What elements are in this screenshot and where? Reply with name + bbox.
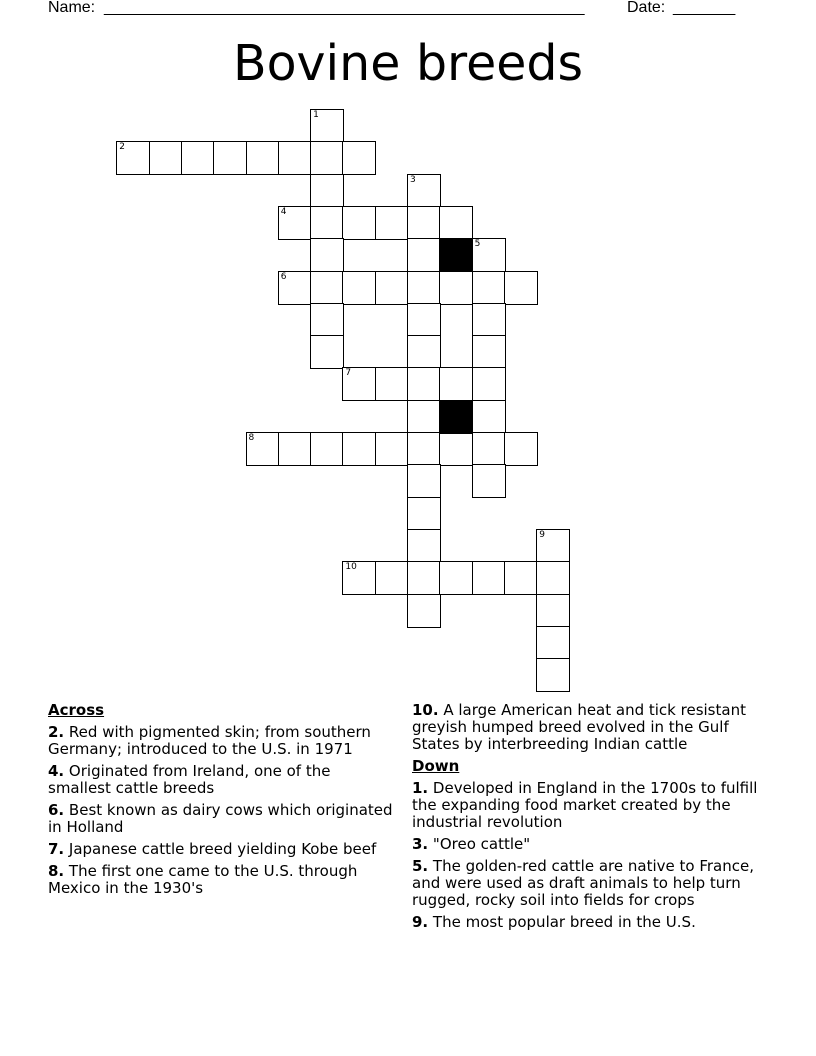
- crossword-cell[interactable]: [536, 561, 570, 595]
- crossword-black-cell: [439, 400, 473, 434]
- crossword-cell[interactable]: [407, 432, 441, 466]
- crossword-cell[interactable]: [310, 141, 344, 175]
- name-label: Name:: [48, 0, 96, 16]
- clue-text: The first one came to the U.S. through Mexico in the 1930's: [48, 862, 358, 897]
- across-clue-6: [48, 802, 398, 836]
- crossword-cell[interactable]: [439, 561, 473, 595]
- page-title: Bovine breeds: [232, 35, 584, 92]
- down-clue-1: [412, 780, 772, 831]
- crossword-cell[interactable]: [439, 271, 473, 305]
- crossword-cell[interactable]: [472, 367, 506, 401]
- clue-text: Red with pigmented skin; from southern Germany; introduced to the U.S. in 1971: [48, 723, 371, 758]
- crossword-cell[interactable]: [310, 174, 344, 208]
- clue-number-label: 7: [345, 368, 352, 379]
- clue-text: Best known as dairy cows which originated in Holland: [48, 801, 393, 836]
- crossword-cell[interactable]: [246, 432, 280, 466]
- crossword-cell[interactable]: [504, 432, 538, 466]
- across-clue-8: [48, 863, 398, 897]
- clues-left-column: [48, 702, 398, 902]
- crossword-cell[interactable]: [407, 367, 441, 401]
- crossword-cell[interactable]: [439, 432, 473, 466]
- crossword-cell[interactable]: [342, 206, 376, 240]
- crossword-cell[interactable]: [472, 238, 506, 272]
- clue-number: 4.: [48, 762, 65, 780]
- crossword-cell[interactable]: [375, 432, 409, 466]
- clue-number-label: 2: [119, 142, 126, 153]
- clue-number: 9.: [412, 913, 429, 931]
- down-clue-5: [412, 858, 772, 909]
- crossword-cell[interactable]: [278, 141, 312, 175]
- crossword-cell[interactable]: [407, 594, 441, 628]
- crossword-cell[interactable]: [407, 400, 441, 434]
- crossword-cell[interactable]: [116, 141, 150, 175]
- crossword-cell[interactable]: [213, 141, 247, 175]
- clue-text: "Oreo cattle": [432, 835, 531, 853]
- crossword-cell[interactable]: [375, 367, 409, 401]
- down-clue-9: [412, 914, 772, 931]
- clues-right-column: [412, 702, 772, 936]
- crossword-cell[interactable]: [472, 303, 506, 337]
- clue-number-label: 5: [474, 239, 481, 250]
- crossword-cell[interactable]: [375, 271, 409, 305]
- crossword-cell[interactable]: [342, 271, 376, 305]
- clue-number: 6.: [48, 801, 65, 819]
- date-blank-line[interactable]: _______: [673, 0, 736, 16]
- across-clue-2: [48, 724, 398, 758]
- crossword-cell[interactable]: [310, 335, 344, 369]
- crossword-cell[interactable]: [310, 303, 344, 337]
- clue-number: 7.: [48, 840, 65, 858]
- clue-text: The golden-red cattle are native to France, and were used as draft animals to help turn rugged, rocky soil into fields for crops: [412, 857, 754, 909]
- crossword-cell[interactable]: [407, 238, 441, 272]
- crossword-cell[interactable]: [472, 400, 506, 434]
- across-heading: Across: [48, 701, 105, 719]
- clue-number: 10.: [412, 701, 439, 719]
- clue-number-label: 8: [248, 433, 255, 443]
- clue-number: 5.: [412, 857, 429, 875]
- crossword-cell[interactable]: [375, 561, 409, 595]
- clue-text: A large American heat and tick resistant greyish humped breed evolved in the Gulf States by interbreeding Indian cattle: [412, 701, 746, 753]
- clue-text: The most popular breed in the U.S.: [432, 913, 696, 931]
- crossword-cell[interactable]: [310, 271, 344, 305]
- clue-number-label: 10: [345, 562, 357, 573]
- down-heading: Down: [412, 757, 460, 775]
- crossword-cell[interactable]: [536, 626, 570, 660]
- down-clue-3: [412, 836, 772, 853]
- crossword-cell[interactable]: [407, 303, 441, 337]
- crossword-cell[interactable]: [536, 529, 570, 563]
- crossword-cell[interactable]: [310, 432, 344, 466]
- clue-text: Originated from Ireland, one of the smallest cattle breeds: [48, 762, 331, 797]
- crossword-cell[interactable]: [472, 335, 506, 369]
- crossword-cell[interactable]: [342, 561, 376, 595]
- clue-number-label: 6: [280, 271, 287, 282]
- crossword-black-cell: [439, 238, 473, 272]
- crossword-cell[interactable]: [310, 109, 344, 143]
- name-blank-line[interactable]: ______________________________________________________: [104, 0, 585, 16]
- clue-text: Japanese cattle breed yielding Kobe beef: [68, 840, 377, 858]
- date-label: Date:: [627, 0, 666, 16]
- clue-number-label: 3: [410, 174, 416, 185]
- crossword-cell[interactable]: [504, 561, 538, 595]
- across-clue-4: [48, 763, 398, 797]
- crossword-cell[interactable]: [149, 141, 183, 175]
- crossword-cell[interactable]: [278, 271, 312, 305]
- crossword-cell[interactable]: [504, 271, 538, 305]
- clue-number: 8.: [48, 862, 65, 880]
- crossword-cell[interactable]: [310, 206, 344, 240]
- clue-number: 3.: [412, 835, 429, 853]
- crossword-cell[interactable]: [472, 432, 506, 466]
- crossword-cell[interactable]: [407, 174, 441, 208]
- clue-number-label: 1: [313, 110, 319, 120]
- crossword-cell[interactable]: [536, 594, 570, 628]
- clue-number: 2.: [48, 723, 65, 741]
- crossword-cell[interactable]: [407, 335, 441, 369]
- crossword-cell[interactable]: [310, 238, 344, 272]
- crossword-cell[interactable]: [342, 141, 376, 175]
- crossword-cell[interactable]: [407, 206, 441, 240]
- clue-number-label: 9: [539, 529, 545, 540]
- crossword-cell[interactable]: [472, 561, 506, 595]
- crossword-cell[interactable]: [407, 271, 441, 305]
- across-clue-10: [412, 702, 772, 753]
- crossword-cell[interactable]: [246, 141, 280, 175]
- crossword-cell[interactable]: [536, 658, 570, 692]
- crossword-cell[interactable]: [439, 367, 473, 401]
- clue-text: Developed in England in the 1700s to fulfill the expanding food market created by the industrial revolution: [412, 779, 758, 831]
- crossword-cell[interactable]: [439, 206, 473, 240]
- clue-number-label: 4: [280, 206, 287, 217]
- crossword-cell[interactable]: [278, 432, 312, 466]
- crossword-cell[interactable]: [375, 206, 409, 240]
- crossword-cell[interactable]: [407, 464, 441, 498]
- crossword-cell[interactable]: [472, 271, 506, 305]
- crossword-cell[interactable]: [407, 497, 441, 531]
- clue-number: 1.: [412, 779, 429, 797]
- crossword-cell[interactable]: [278, 206, 312, 240]
- across-clue-7: [48, 841, 398, 858]
- crossword-cell[interactable]: [181, 141, 215, 175]
- crossword-cell[interactable]: [342, 367, 376, 401]
- crossword-cell[interactable]: [407, 561, 441, 595]
- crossword-cell[interactable]: [472, 464, 506, 498]
- crossword-cell[interactable]: [407, 529, 441, 563]
- crossword-cell[interactable]: [342, 432, 376, 466]
